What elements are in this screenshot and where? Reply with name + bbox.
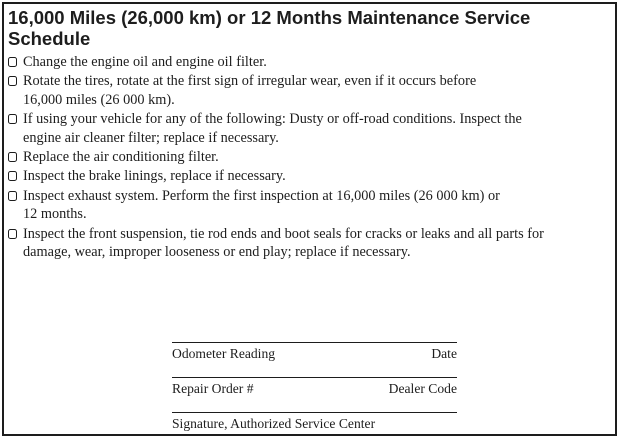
checklist-item — [8, 148, 607, 166]
service-record-form — [172, 342, 457, 431]
form-label-odometer-reading: Odometer Reading — [172, 345, 276, 361]
checkbox-icon — [8, 57, 17, 67]
checkbox-icon — [8, 171, 17, 181]
checklist-item-text: Inspect the front suspension, tie rod ends and boot seals for cracks or leaks and all parts for damage, wear, improper looseness or end play; replace if necessary. — [23, 225, 544, 261]
checklist-item-text: Inspect exhaust system. Perform the first inspection at 16,000 miles (26 000 km) or 12 months. — [23, 187, 500, 223]
form-row-odometer-date — [172, 342, 457, 377]
checkbox-icon — [8, 191, 17, 201]
form-row-signature — [172, 412, 457, 431]
checklist-item-text: If using your vehicle for any of the following: Dusty or off-road conditions. Inspect the engine air cleaner filter; replace if necessary. — [23, 111, 522, 146]
checklist-item — [8, 167, 607, 185]
checkbox-icon — [8, 229, 17, 239]
form-label-repair-order: Repair Order # — [172, 380, 254, 396]
form-row-repair-order-dealer-code — [172, 377, 457, 412]
checklist-item-text: Change the engine oil and engine oil filter. — [23, 54, 267, 70]
form-label-date: Date — [431, 345, 457, 361]
checklist-item — [8, 187, 607, 224]
form-label-dealer-code: Dealer Code — [388, 380, 457, 396]
page-title-line-2: Schedule — [8, 28, 91, 49]
manual-page-frame — [2, 2, 617, 436]
page-title — [4, 4, 615, 51]
checklist-item — [8, 225, 607, 262]
maintenance-checklist — [4, 53, 615, 261]
checkbox-icon — [8, 76, 17, 86]
checklist-item-text: Rotate the tires, rotate at the first sign of irregular wear, even if it occurs before 16,000 miles (26 000 km). — [23, 73, 477, 108]
checklist-item — [8, 110, 607, 147]
form-label-signature: Signature, Authorized Service Center — [172, 415, 376, 431]
checkbox-icon — [8, 152, 17, 162]
checklist-item-text: Replace the air conditioning filter. — [23, 149, 219, 166]
checkbox-icon — [8, 114, 17, 124]
page-title-line-1: 16,000 Miles (26,000 km) or 12 Months Maintenance Service — [8, 7, 531, 28]
checklist-item-text: Inspect the brake linings, replace if necessary. — [23, 168, 286, 185]
checklist-item — [8, 72, 607, 109]
checklist-item — [8, 53, 607, 71]
